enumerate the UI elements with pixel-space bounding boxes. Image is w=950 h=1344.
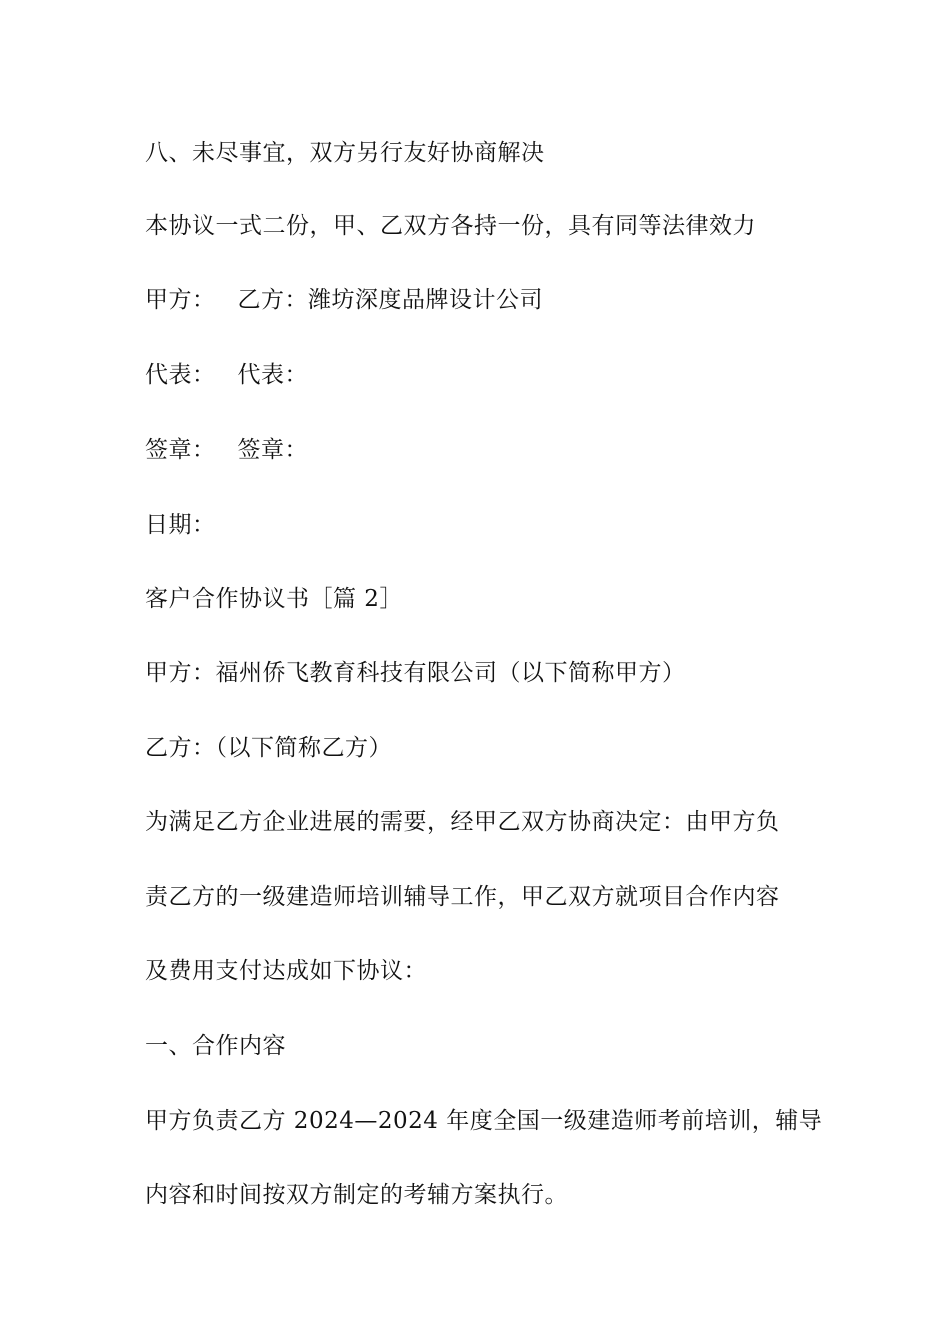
clause-eight: 八、未尽事宜，双方另行友好协商解决 <box>145 140 545 166</box>
section-title: 客户合作协议书［篇 2］ <box>145 586 403 612</box>
clause-one-line-2: 内容和时间按双方制定的考辅方案执行。 <box>145 1182 568 1208</box>
seal-a-label: 签章： <box>145 437 216 463</box>
party-b-name: 乙方：潍坊深度品牌设计公司 <box>237 287 543 313</box>
party-a-label: 甲方： <box>145 287 216 313</box>
party-signature-row <box>145 285 815 315</box>
copies-clause: 本协议一式二份，甲、乙双方各持一份，具有同等法律效力 <box>145 213 756 239</box>
intro-paragraph-line-3: 及费用支付达成如下协议： <box>145 958 427 984</box>
seal-row <box>145 435 815 465</box>
intro-paragraph-line-1: 为满足乙方企业进展的需要，经甲乙双方协商决定：由甲方负 <box>145 809 780 835</box>
rep-b-label: 代表： <box>237 362 308 388</box>
date-label: 日期： <box>145 512 216 538</box>
clause-one-line-1: 甲方负责乙方 2024—2024 年度全国一级建造师考前培训，辅导 <box>145 1108 823 1134</box>
clause-one-heading: 一、合作内容 <box>145 1033 286 1059</box>
representative-row <box>145 360 815 390</box>
rep-a-label: 代表： <box>145 362 216 388</box>
party-b-line: 乙方：（以下简称乙方） <box>145 735 392 761</box>
seal-b-label: 签章： <box>237 437 308 463</box>
intro-paragraph-line-2: 责乙方的一级建造师培训辅导工作，甲乙双方就项目合作内容 <box>145 884 780 910</box>
party-a-line: 甲方：福州侨飞教育科技有限公司（以下简称甲方） <box>145 660 686 686</box>
